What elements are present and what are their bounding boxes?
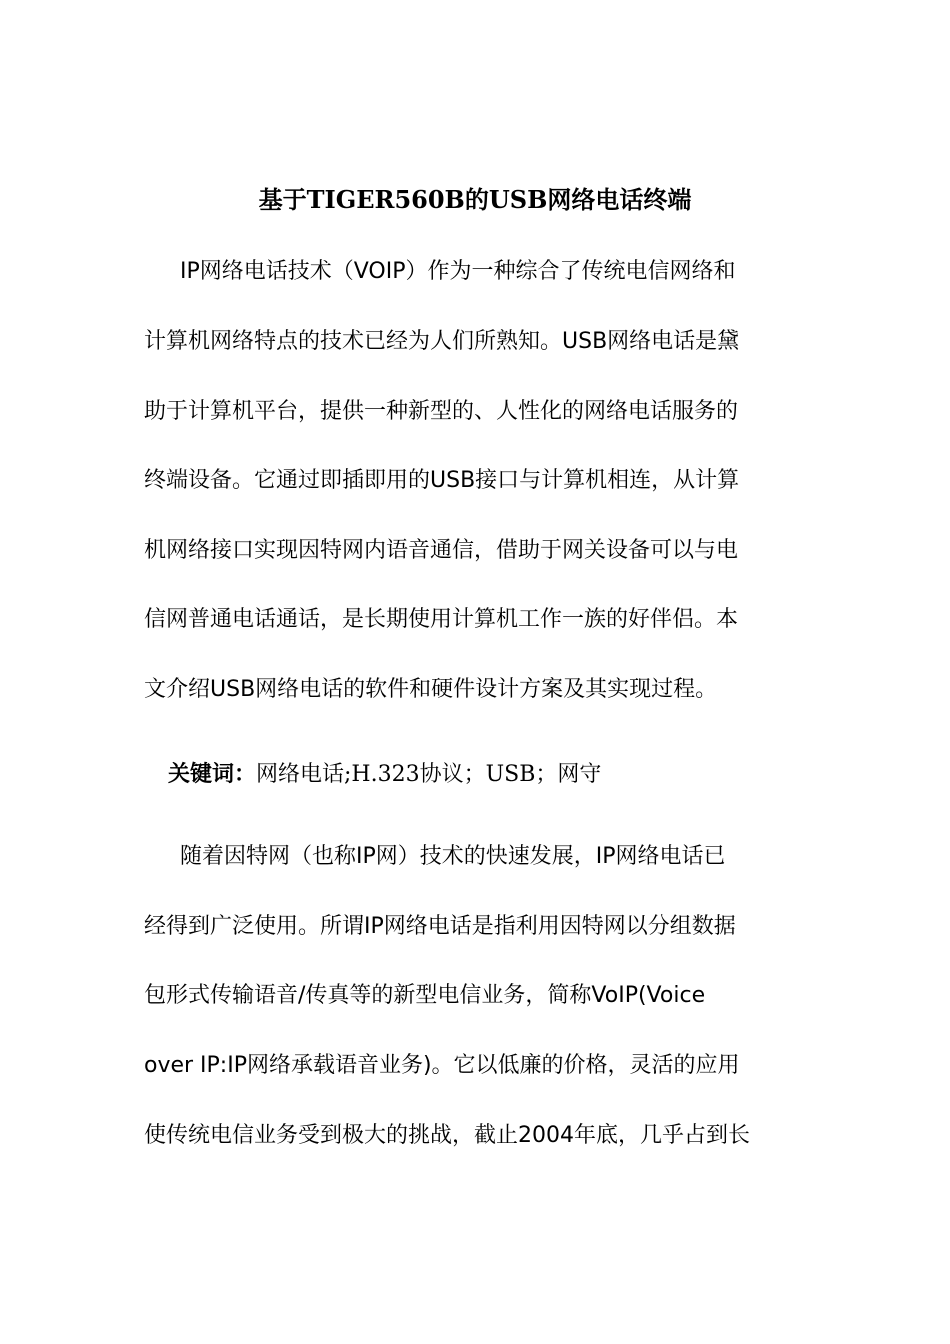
body-line: 随着因特网（也称IP网）技术的快速发展，IP网络电话已: [180, 844, 726, 869]
body-line: 经得到广泛使用。所谓IP网络电话是指利用因特网以分组数据: [144, 914, 736, 939]
abstract-line: 终端设备。它通过即插即用的USB接口与计算机相连，从计算: [144, 468, 740, 493]
abstract-line: 信网普通电话通话，是长期使用计算机工作一族的好伴侣。本: [144, 607, 739, 632]
abstract-line: 机网络接口实现因特网内语音通信，借助于网关设备可以与电: [144, 538, 739, 563]
body-line: 包形式传输语音/传真等的新型电信业务，简称VoIP(Voice: [144, 983, 706, 1008]
keywords-label: 关键词：: [168, 762, 257, 787]
document-title: 基于TIGER560B的USB网络电话终端: [258, 185, 692, 214]
body-line: 使传统电信业务受到极大的挑战，截止2004年底，几乎占到长: [144, 1123, 750, 1148]
abstract-line: 助于计算机平台，提供一种新型的、人性化的网络电话服务的: [144, 399, 739, 424]
keywords-row: [168, 759, 601, 790]
abstract-line: 文介绍USB网络电话的软件和硬件设计方案及其实现过程。: [144, 677, 718, 702]
abstract-line: IP网络电话技术（VOIP）作为一种综合了传统电信网络和: [180, 259, 736, 284]
keywords-value: 网络电话;H.323协议；USB；网守: [256, 762, 602, 787]
body-line: over IP:IP网络承载语音业务)。它以低廉的价格，灵活的应用: [144, 1053, 740, 1078]
abstract-line: 计算机网络特点的技术已经为人们所熟知。USB网络电话是黛: [144, 329, 740, 354]
